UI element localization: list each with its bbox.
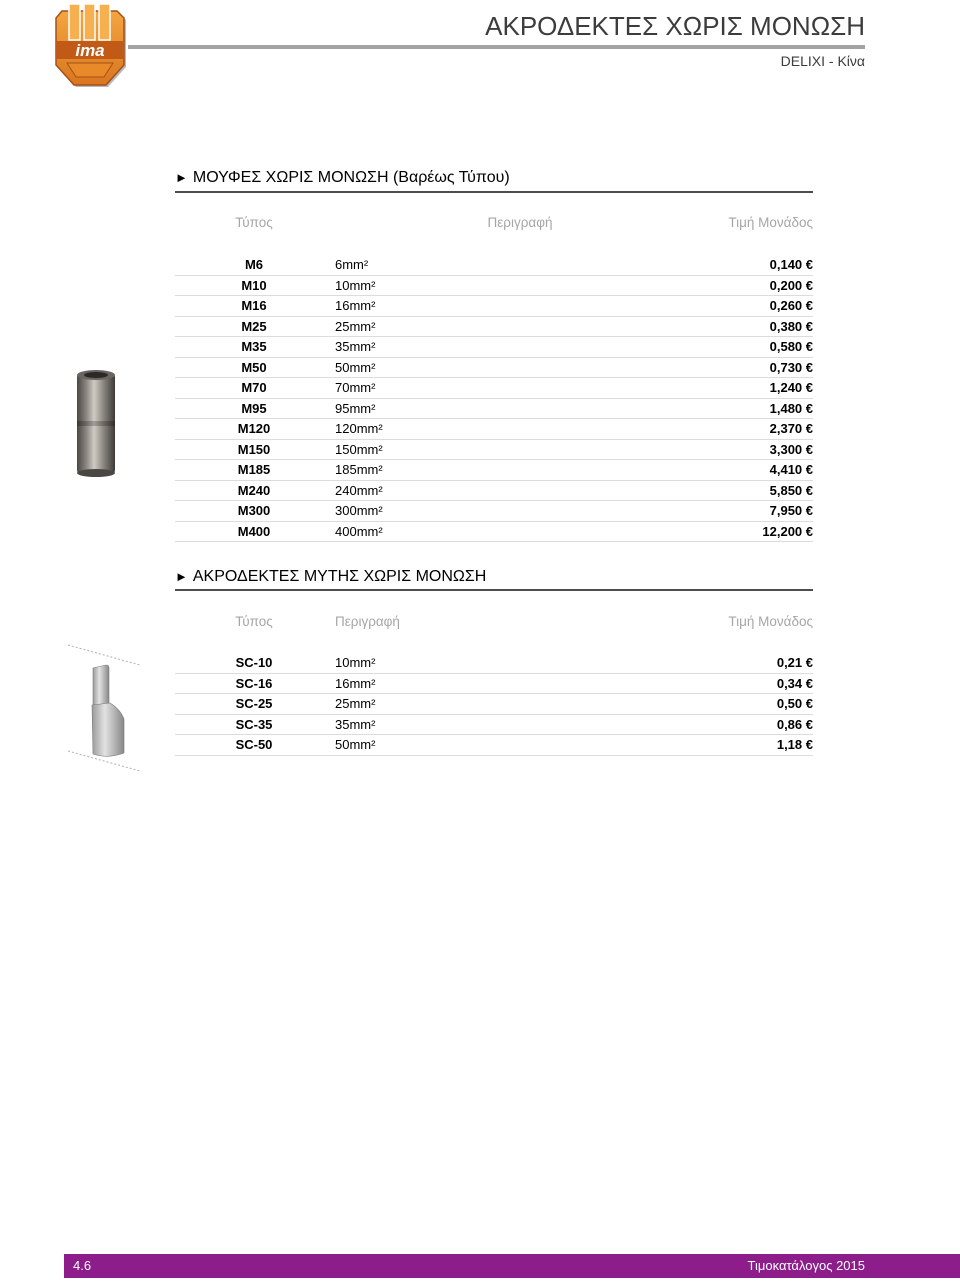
column-header-price: Τιμή Μονάδος	[728, 614, 813, 629]
product-type: M70	[241, 380, 267, 395]
unit-price: 1,18 €	[776, 737, 813, 752]
product-description: 16mm²	[335, 298, 376, 313]
product-description: 70mm²	[335, 380, 376, 395]
section-divider	[175, 191, 813, 193]
unit-price: 0,140 €	[769, 257, 813, 272]
table-row	[175, 735, 813, 756]
pin-blade	[93, 665, 109, 707]
product-type: SC-50	[235, 737, 273, 752]
table-row	[175, 337, 813, 358]
table-header	[175, 613, 813, 631]
page-number: 4.6	[73, 1258, 92, 1273]
table-row	[175, 460, 813, 481]
table-row	[175, 694, 813, 715]
product-description: 400mm²	[335, 523, 383, 539]
unit-price: 0,200 €	[769, 277, 813, 293]
product-description: 240mm²	[335, 482, 383, 498]
product-type: M95	[241, 400, 267, 416]
table-row	[175, 715, 813, 736]
product-type: M16	[241, 298, 267, 313]
unit-price: 7,950 €	[769, 503, 813, 518]
product-type: M10	[241, 277, 267, 293]
unit-price: 0,380 €	[769, 318, 813, 334]
product-description: 25mm²	[335, 696, 376, 711]
triangle-bullet-icon: ►	[175, 569, 188, 584]
unit-price: 0,580 €	[769, 339, 813, 354]
unit-price: 0,86 €	[776, 716, 813, 732]
product-description: 6mm²	[335, 257, 369, 272]
product-description: 150mm²	[335, 441, 383, 457]
section-title-text: ΜΟΥΦΕΣ ΧΩΡΙΣ ΜΟΝΩΣΗ (Βαρέως Τύπου)	[192, 169, 510, 186]
product-type: M185	[237, 462, 271, 477]
product-description: 50mm²	[335, 737, 376, 752]
brand-origin: DELIXI - Κίνα	[780, 53, 865, 69]
catalog-label: Τιμοκατάλογος 2015	[747, 1258, 865, 1273]
product-type: M300	[237, 503, 271, 518]
table-row	[175, 276, 813, 297]
table-row	[175, 296, 813, 317]
product-type: M400	[237, 523, 271, 539]
pin-barrel	[92, 703, 124, 756]
product-type: M50	[241, 359, 267, 375]
unit-price: 0,730 €	[769, 359, 813, 375]
product-type: M120	[237, 421, 271, 436]
section-title-text: ΑΚΡΟΔΕΚΤΕΣ ΜΥΤΗΣ ΧΩΡΙΣ ΜΟΝΩΣΗ	[192, 568, 487, 585]
dotted-guide-top	[68, 645, 140, 665]
product-description: 185mm²	[335, 462, 383, 477]
table-row	[175, 419, 813, 440]
table-row	[175, 399, 813, 420]
table-row	[175, 522, 813, 543]
price-table	[175, 255, 813, 542]
unit-price: 12,200 €	[762, 523, 813, 539]
footer-bar	[64, 1254, 960, 1278]
product-description: 300mm²	[335, 503, 383, 518]
triangle-bullet-icon: ►	[175, 170, 188, 185]
table-row	[175, 358, 813, 379]
product-description: 50mm²	[335, 359, 376, 375]
unit-price: 3,300 €	[769, 441, 813, 457]
product-type: SC-25	[235, 696, 273, 711]
logo-bar-3	[99, 4, 110, 40]
unit-price: 0,50 €	[776, 696, 813, 711]
pin-terminal-image	[66, 643, 142, 775]
product-description: 16mm²	[335, 675, 376, 691]
section-title	[175, 168, 510, 188]
unit-price: 0,21 €	[776, 655, 813, 670]
product-description: 25mm²	[335, 318, 376, 334]
product-type: SC-16	[235, 675, 273, 691]
unit-price: 1,480 €	[769, 400, 813, 416]
sleeve-opening	[84, 372, 108, 378]
product-description: 10mm²	[335, 277, 376, 293]
product-description: 120mm²	[335, 421, 383, 436]
product-description: 10mm²	[335, 655, 376, 670]
column-header-price: Τιμή Μονάδος	[728, 215, 813, 230]
product-type: M6	[244, 257, 264, 272]
product-type: M25	[241, 318, 267, 334]
table-row	[175, 255, 813, 276]
table-header	[175, 214, 813, 232]
column-header-description: Περιγραφή	[487, 215, 553, 230]
table-row	[175, 674, 813, 695]
product-type: SC-10	[235, 655, 273, 670]
product-type: M150	[237, 441, 271, 457]
column-header-type: Τύπος	[235, 614, 273, 629]
product-type: M35	[241, 339, 267, 354]
sleeve-connector-image	[74, 367, 118, 479]
product-type: M240	[237, 482, 271, 498]
product-description: 35mm²	[335, 716, 376, 732]
logo-bar-2	[84, 4, 95, 40]
logo-bar-1	[69, 4, 80, 40]
ima-logo	[55, 3, 127, 89]
section-divider	[175, 589, 813, 591]
table-row	[175, 378, 813, 399]
unit-price: 2,370 €	[769, 421, 813, 436]
section-title	[175, 567, 486, 587]
price-table	[175, 653, 813, 756]
unit-price: 5,850 €	[769, 482, 813, 498]
unit-price: 0,260 €	[769, 298, 813, 313]
table-row	[175, 317, 813, 338]
table-row	[175, 653, 813, 674]
product-description: 95mm²	[335, 400, 376, 416]
logo-text: ima	[75, 41, 105, 60]
column-header-type: Τύπος	[235, 215, 273, 230]
page-title: ΑΚΡΟΔΕΚΤΕΣ ΧΩΡΙΣ ΜΟΝΩΣΗ	[485, 11, 865, 41]
table-row	[175, 440, 813, 461]
product-type: SC-35	[235, 716, 273, 732]
title-divider	[128, 45, 865, 49]
table-row	[175, 481, 813, 502]
sleeve-bottom	[77, 469, 115, 477]
product-description: 35mm²	[335, 339, 376, 354]
unit-price: 1,240 €	[769, 380, 813, 395]
unit-price: 4,410 €	[769, 462, 813, 477]
column-header-description: Περιγραφή	[335, 614, 400, 629]
sleeve-seam	[77, 421, 115, 426]
unit-price: 0,34 €	[776, 675, 813, 691]
table-row	[175, 501, 813, 522]
